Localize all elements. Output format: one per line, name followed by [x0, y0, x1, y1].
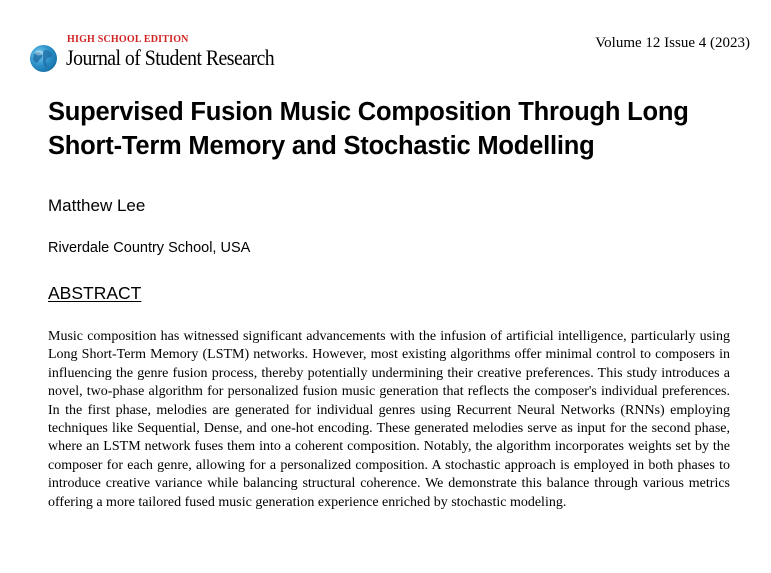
author-affiliation: Riverdale Country School, USA — [48, 240, 251, 256]
volume-info: Volume 12 Issue 4 (2023) — [595, 35, 750, 51]
edition-label: HIGH SCHOOL EDITION — [67, 34, 189, 45]
journal-logo — [30, 34, 280, 74]
globe-icon — [30, 45, 57, 72]
abstract-heading: ABSTRACT — [48, 283, 142, 303]
paper-title: Supervised Fusion Music Composition Through Long Short-Term Memory and Stochastic Modelling — [48, 98, 689, 160]
journal-name: Journal of Student Research — [66, 45, 275, 70]
abstract-text: Music composition has witnessed significant advancements with the infusion of artificial intelligence, particularly using Long Short-Term Memory (LSTM) networks. However, most existing algorithms offer minimal control to composers in influencing the genre fusion process, thereby potentially undermining their creative preferences. This study introduces a novel, two-phase algorithm for personalized fusion music generation that reflects the composer's individual preferences. In the first phase, melodies are generated for individual genres using Recurrent Neural Networks (RNNs) employing techniques like Sequential, Dense, and one-hot encoding. These generated melodies serve as input for the second phase, where an LSTM network fuses them into a coherent composition. Notably, the algorithm incorporates weights set by the composer for each genre, allowing for a personalized composition. A stochastic approach is employed in both phases to introduce creative variance while balancing structural coherence. We demonstrate this balance through various metrics offering a more tailored fused music generation experience enriched by stochastic modeling. — [48, 329, 730, 510]
author-name: Matthew Lee — [48, 196, 146, 215]
